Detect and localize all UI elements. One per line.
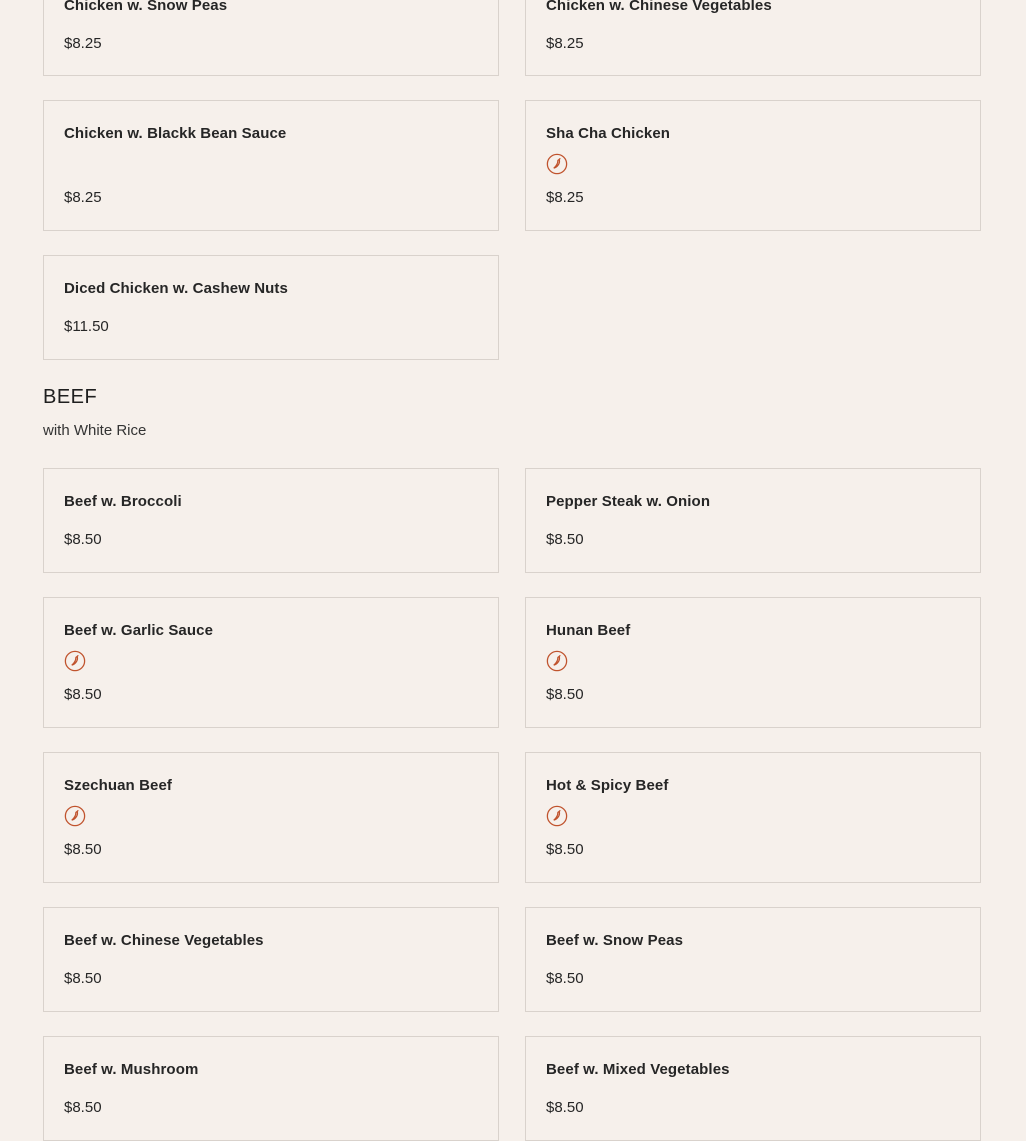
menu-item-price: $8.50 (546, 1099, 584, 1116)
menu-item-card[interactable] (525, 0, 981, 76)
menu-item-name: Hunan Beef (546, 622, 631, 639)
menu-item-card[interactable] (43, 1036, 499, 1141)
chili-pepper-icon (546, 153, 568, 175)
menu-item-price: $8.50 (64, 531, 102, 548)
menu-item-card[interactable] (525, 752, 981, 883)
menu-item-name: Beef w. Mushroom (64, 1061, 199, 1078)
menu-item-name: Beef w. Broccoli (64, 493, 182, 510)
menu-item-name: Chicken w. Snow Peas (64, 0, 228, 14)
menu-item-price: $8.50 (546, 531, 584, 548)
menu-item-name: Beef w. Snow Peas (546, 932, 684, 949)
menu-item-price: $8.50 (64, 686, 102, 703)
chili-pepper-icon (546, 805, 568, 827)
chili-pepper-icon (64, 650, 86, 672)
menu-item-card[interactable] (43, 597, 499, 728)
menu-item-card[interactable] (43, 907, 499, 1012)
menu-item-price: $8.25 (64, 35, 102, 52)
menu-item-name: Beef w. Mixed Vegetables (546, 1061, 730, 1078)
menu-item-name: Beef w. Chinese Vegetables (64, 932, 264, 949)
menu-item-card[interactable] (525, 468, 981, 573)
menu-item-name: Sha Cha Chicken (546, 125, 671, 142)
menu-item-price: $8.50 (546, 841, 584, 858)
menu-item-price: $8.25 (546, 35, 584, 52)
menu-item-name: Beef w. Garlic Sauce (64, 622, 214, 639)
menu-item-name: Pepper Steak w. Onion (546, 493, 711, 510)
menu-item-card[interactable] (43, 468, 499, 573)
chili-pepper-icon (546, 650, 568, 672)
menu-item-name: Diced Chicken w. Cashew Nuts (64, 280, 288, 297)
menu-item-card[interactable] (43, 100, 499, 231)
menu-item-name: Chicken w. Blackk Bean Sauce (64, 125, 287, 142)
menu-item-name: Chicken w. Chinese Vegetables (546, 0, 772, 14)
menu-item-price: $8.50 (64, 970, 102, 987)
menu-item-price: $11.50 (64, 318, 109, 335)
menu-item-name: Hot & Spicy Beef (546, 777, 669, 794)
menu-item-price: $8.50 (546, 970, 584, 987)
menu-item-card[interactable] (43, 0, 499, 76)
menu-item-card[interactable] (525, 100, 981, 231)
section-title: BEEF (43, 386, 98, 408)
menu-item-price: $8.25 (546, 189, 584, 206)
menu-item-card[interactable] (43, 255, 499, 360)
chili-pepper-icon (64, 805, 86, 827)
menu-item-card[interactable] (43, 752, 499, 883)
menu-item-card[interactable] (525, 1036, 981, 1141)
menu-item-card[interactable] (525, 597, 981, 728)
menu-item-price: $8.50 (64, 841, 102, 858)
menu-item-price: $8.50 (546, 686, 584, 703)
menu-item-card[interactable] (525, 907, 981, 1012)
menu-item-price: $8.25 (64, 189, 102, 206)
menu-item-price: $8.50 (64, 1099, 102, 1116)
menu-item-name: Szechuan Beef (64, 777, 172, 794)
section-subtitle: with White Rice (43, 422, 147, 439)
